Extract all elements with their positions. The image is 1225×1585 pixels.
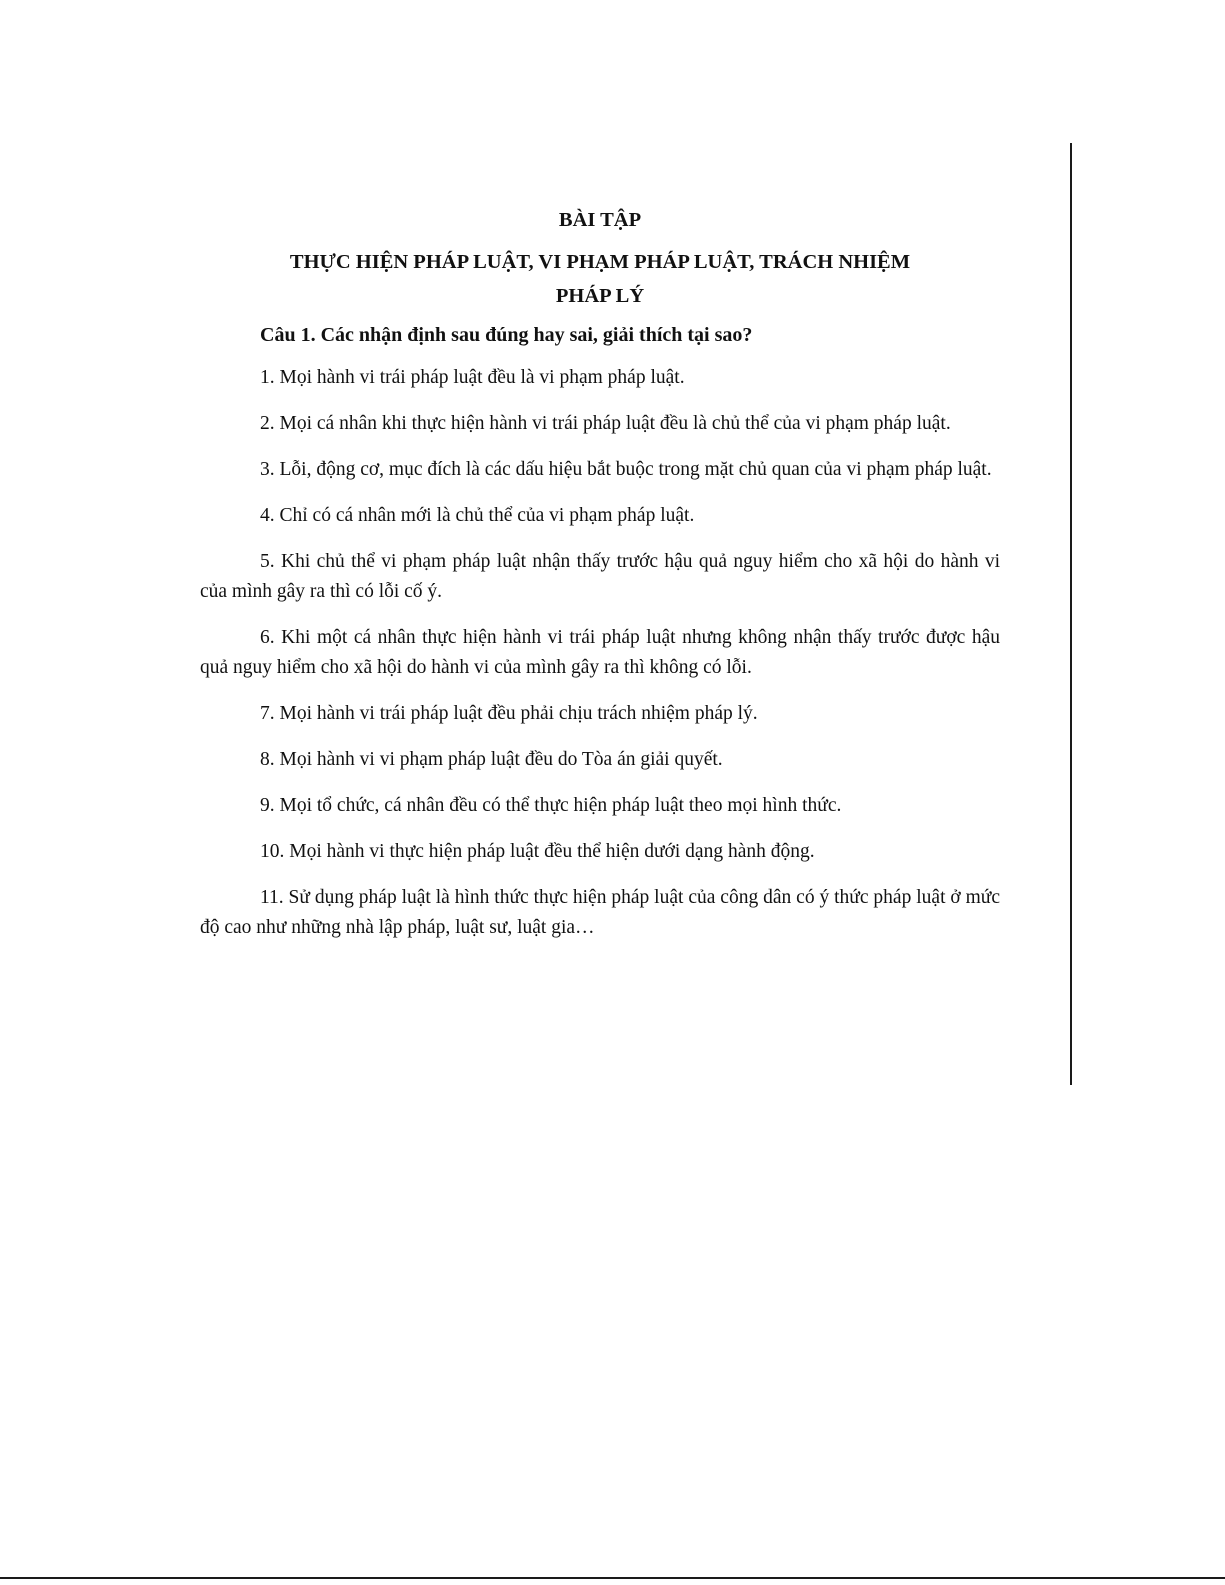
statement-list — [200, 363, 1000, 943]
statement-item-9: 9. Mọi tổ chức, cá nhân đều có thể thực hiện pháp luật theo mọi hình thức. — [260, 795, 842, 816]
bottom-edge-rule — [0, 1577, 1225, 1579]
document-body — [200, 203, 1000, 959]
document-subtitle-line-2: PHÁP LÝ — [555, 285, 645, 307]
statement-item-5: 5. Khi chủ thể vi phạm pháp luật nhận thấy trước hậu quả nguy hiểm cho xã hội do hành vi của mình gây ra thì có lỗi cố ý. — [200, 551, 1000, 602]
statement-item-2: 2. Mọi cá nhân khi thực hiện hành vi trái pháp luật đều là chủ thể của vi phạm pháp luật. — [260, 413, 951, 434]
statement-item-4: 4. Chỉ có cá nhân mới là chủ thể của vi phạm pháp luật. — [260, 505, 695, 526]
right-margin-rule — [1070, 143, 1072, 1085]
statement-item-10: 10. Mọi hành vi thực hiện pháp luật đều thể hiện dưới dạng hành động. — [260, 841, 815, 862]
document-subtitle-line-1: THỰC HIỆN PHÁP LUẬT, VI PHẠM PHÁP LUẬT, TRÁCH NHIỆM — [289, 251, 911, 273]
statement-item-1: 1. Mọi hành vi trái pháp luật đều là vi phạm pháp luật. — [260, 367, 685, 388]
document-title: BÀI TẬP — [558, 209, 642, 231]
statement-item-3: 3. Lỗi, động cơ, mục đích là các dấu hiệu bắt buộc trong mặt chủ quan của vi phạm pháp luật. — [260, 459, 992, 480]
statement-item-11: 11. Sử dụng pháp luật là hình thức thực hiện pháp luật của công dân có ý thức pháp luật ở mức độ cao như những nhà lập pháp, luật sư, luật gia… — [200, 887, 1000, 938]
statement-item-7: 7. Mọi hành vi trái pháp luật đều phải chịu trách nhiệm pháp lý. — [260, 703, 758, 724]
question-heading: Câu 1. Các nhận định sau đúng hay sai, giải thích tại sao? — [260, 324, 753, 346]
statement-item-6: 6. Khi một cá nhân thực hiện hành vi trái pháp luật nhưng không nhận thấy trước được hậu quả nguy hiểm cho xã hội do hành vi của mình gây ra thì không có lỗi. — [200, 627, 1000, 678]
statement-item-8: 8. Mọi hành vi vi phạm pháp luật đều do Tòa án giải quyết. — [260, 749, 723, 770]
